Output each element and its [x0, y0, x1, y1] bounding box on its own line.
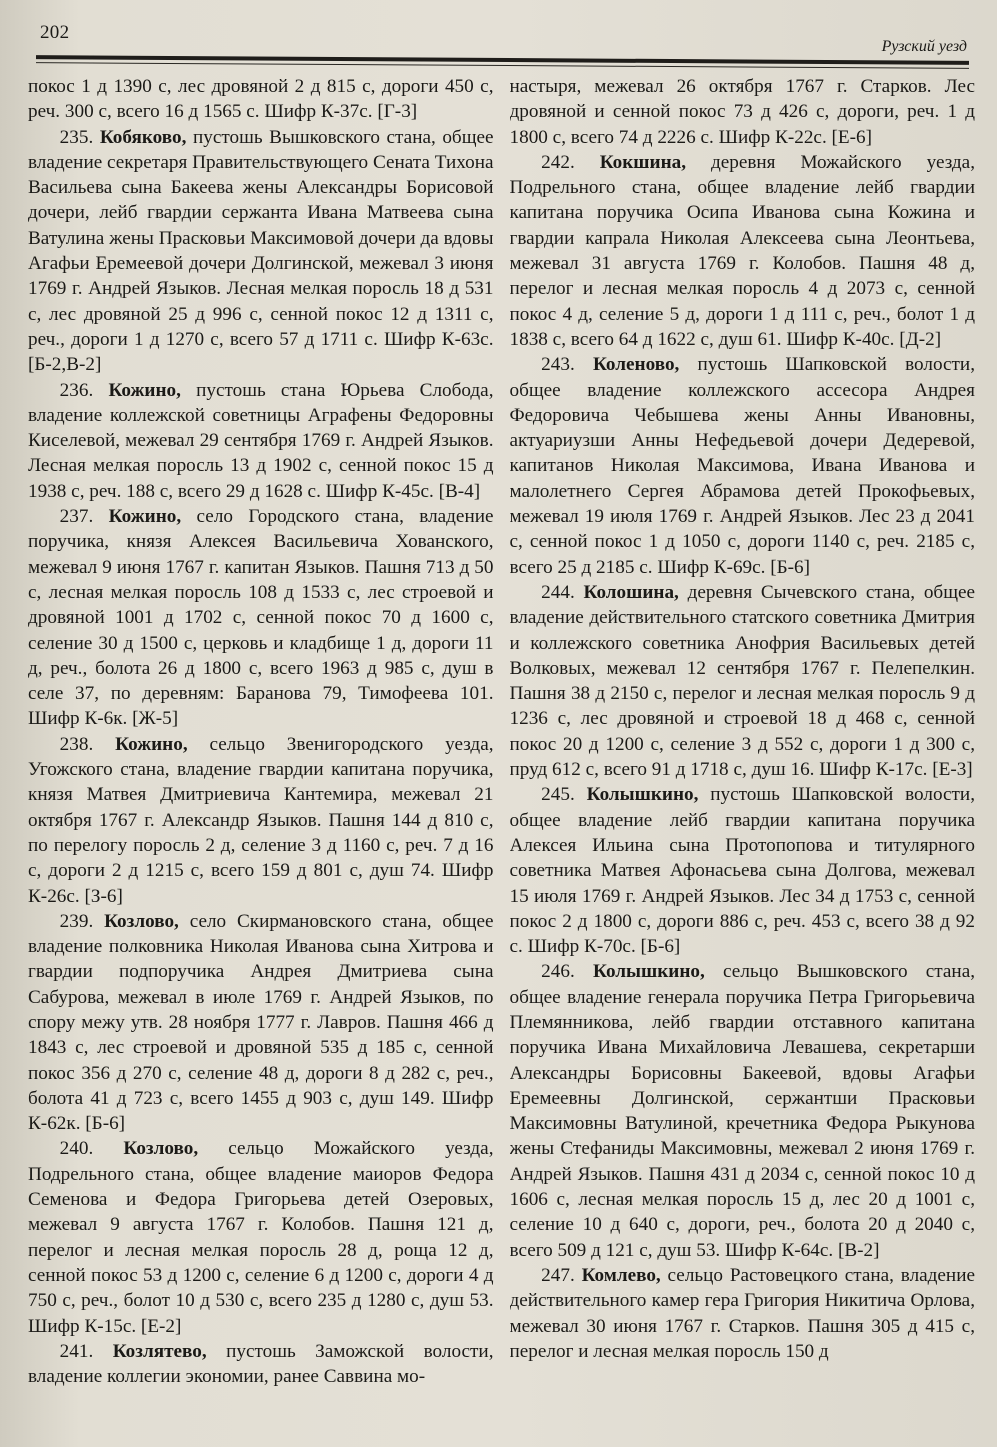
entry-number: 244.: [541, 581, 575, 603]
entry-number: 238.: [59, 733, 94, 755]
entry-text: село Скирмановского стана, общее владение полковника Николая Иванова сына Хитрова и гвардии подпоручика Андрея Дмитриева сына Сабурова, межевал в июле 1769 г. Андрей Языков, по спору межу утв. 28 ноября 1777 г. Лавров. Пашня 466 д 1843 с, лес строевой и дровяной 535 д 185 с, сенной покос 356 д 270 с, селение 48 д, дороги 8 д 282 с, реч., болота 41 д 723 с, всего 1455 д 903 с, душ 149. Шифр К-62к. [Б-6]: [28, 910, 494, 1135]
entry-name: Кожино,: [108, 506, 182, 528]
entry-paragraph: [510, 580, 976, 782]
entry-name: Кожино,: [115, 733, 188, 755]
entry-name: Кокшина,: [599, 151, 687, 173]
entry-paragraph: [28, 378, 494, 504]
entry-text: сельцо Можайского уезда, Подрельного стана, общее владение маиоров Федора Семенова и Федора Григорьева детей Озеровых, межевал 9 августа 1767 г. Колобов. Пашня 121 д, перелог и лесная мелкая поросль 28 д, роща 12 д, сенной покос 53 д 1200 с, селение 6 д 1200 с, дороги 4 д 750 с, реч., болот 10 д 530 с, всего 235 д 1280 с, душ 53. Шифр К-15с. [Е-2]: [28, 1138, 494, 1337]
entry-number: 239.: [59, 910, 94, 932]
left-entries: [28, 125, 494, 1390]
entry-number: 245.: [541, 784, 575, 806]
entry-number: 243.: [541, 354, 575, 376]
entry-number: 237.: [59, 506, 94, 528]
continuation-paragraph: настыря, межевал 26 октября 1767 г. Старков. Лес дровяной и сенной покос 73 д 426 с, дороги, реч. 1 д 1800 с, всего 74 д 2226 с. Шифр К-22с. [Е-6]: [509, 76, 975, 148]
left-column: [28, 74, 494, 1429]
entry-name: Колышкино,: [593, 961, 705, 983]
text-columns: [28, 74, 975, 1429]
right-column: [510, 74, 976, 1429]
entry-text: село Городского стана, владение поручика, князя Алексея Васильевича Хованского, межевал 9 июня 1767 г. капитан Языков. Пашня 713 д 50 с, лесная мелкая поросль 108 д 1533 с, лес строевой и дровяной 1001 д 1702 с, сенной покос 70 д 1600 с, селение 30 д 1500 с, церковь и кладбище 1 д, дороги 11 д, реч., болота 26 д 1800 с, всего 1963 д 985 с, душ в селе 37, по деревням: Баранова 79, Тимофеева 101. Шифр К-6к. [Ж-5]: [28, 506, 494, 730]
entry-name: Козлово,: [123, 1138, 199, 1160]
entry-number: 241.: [59, 1340, 94, 1362]
entry-paragraph: [28, 125, 494, 378]
entry-text: сельцо Звенигородского уезда, Угожского стана, владение гвардии капитана поручика, князя Матвея Дмитриевича Кантемира, межевал 21 октября 1767 г. Александр Языков. Пашня 144 д 810 с, по перелогу поросль 2 д, селение 3 д 1160 с, реч. 7 д 16 с, дороги 2 д 1215 с, всего 159 д 801 с, душ 74. Шифр К-26с. [З-6]: [28, 733, 494, 907]
entry-name: Козлово,: [104, 910, 179, 932]
entry-paragraph: [510, 782, 976, 959]
entry-number: 247.: [541, 1264, 575, 1286]
entry-paragraph: [28, 1136, 494, 1338]
entry-text: пустошь Шапковской волости, общее владение лейб гвардии капитана поручика Алексея Ильина сына Протопопова и титулярного советника Матвея Афонасьева сына Долгова, межевал 15 июля 1769 г. Андрей Языков. Лес 34 д 1753 с, сенной покос 2 д 1800 с, дороги 886 с, реч. 453 с, всего 38 д 92 с. Шифр К-70с. [Б-6]: [509, 784, 975, 958]
entry-number: 236.: [59, 379, 94, 401]
entry-name: Колошина,: [583, 581, 679, 603]
entry-paragraph: [28, 504, 494, 732]
entry-paragraph: [510, 352, 976, 580]
entry-text: пустошь стана Юрьева Слобода, владение коллежской советницы Аграфены Федоровны Киселевой, межевал 29 сентября 1769 г. Андрей Языков. Лесная мелкая поросль 13 д 1902 с, сенной покос 15 д 1938 с, реч. 188 с, всего 29 д 1628 с. Шифр К-45с. [В-4]: [28, 379, 494, 502]
entry-name: Коленово,: [592, 354, 680, 376]
entry-paragraph: [510, 1263, 976, 1364]
entry-name: Кобяково,: [99, 126, 187, 148]
entry-paragraph: [28, 909, 494, 1137]
entry-number: 242.: [541, 151, 575, 173]
entry-number: 240.: [59, 1138, 94, 1160]
entry-text: деревня Сычевского стана, общее владение действительного статского советника Дмитрия и коллежского советника Анофрия Васильевых детей Волковых, межевал 12 сентября 1767 г. Пелепелкин. Пашня 38 д 2150 с, перелог и лесная мелкая поросль 9 д 1236 с, лес дровяной и строевой 18 д 468 с, сенной покос 20 д 1200 с, селение 3 д 552 с, дороги 1 д 300 с, пруд 612 с, всего 91 д 1718 с, душ 16. Шифр К-17с. [Е-3]: [509, 581, 975, 781]
page-number: 202: [40, 22, 70, 43]
entry-text: пустошь Вышковского стана, общее владение секретаря Правительствующего Сената Тихона Васильева сына Бакеева жены Александры Борисовой дочери, лейб гвардии сержанта Ивана Матвеева сына Ватулина жены Прасковьи Максимовой дочери да вдовы Агафьи Еремеевой дочери Долгинской, межевал 3 июня 1769 г. Андрей Языков. Лесная мелкая поросль 18 д 531 с, лес дровяной 25 д 996 с, сенной покос 12 д 1311 с, реч., дороги 1 д 1270 с, всего 57 д 1711 с. Шифр К-63с. [Б-2,В-2]: [28, 126, 494, 376]
entry-name: Колышкино,: [586, 784, 699, 806]
entry-paragraph: [510, 959, 976, 1263]
entry-name: Кожино,: [108, 379, 181, 401]
entry-text: сельцо Вышковского стана, общее владение генерала поручика Петра Григорьевича Племянникова, лейб гвардии отставного капитана поручика Ивана Михайловича Левашева, секретарши Александры Борисовны Бакеевой, вдовы Агафьи Еремеевны Долгинской, сержантши Прасковьи Максимовны Ватулиной, кречетника Федора Рыкунова жены Стефаниды Максимовны, межевал 2 июня 1769 г. Андрей Языков. Пашня 431 д 2034 с, сенной покос 10 д 1606 с, лесная мелкая поросль 15 д, лес 20 д 1001 с, селение 10 д 640 с, дороги, реч., болота 20 д 2040 с, всего 509 д 121 с, душ 53. Шифр К-64с. [В-2]: [509, 961, 975, 1261]
entry-name: Козлятево,: [112, 1340, 207, 1362]
page-header: [38, 22, 969, 56]
continuation-paragraph: покос 1 д 1390 с, лес дровяной 2 д 815 с, дороги 450 с, реч. 300 с, всего 16 д 1565 с. Шифр К-37с. [Г-3]: [28, 76, 494, 123]
entry-name: Комлево,: [581, 1264, 661, 1286]
entry-number: 235.: [59, 126, 94, 148]
right-entries: [510, 150, 976, 1364]
entry-paragraph: [28, 1339, 494, 1390]
entry-text: пустошь Шапковской волости, общее владение коллежского ассесора Андрея Федоровича Чебышева жены Анны Ивановны, актуариузши Анны Нефедьевой дочери Дедеревой, капитанов Николая Максимова, Ивана Иванова и малолетнего Сергея Абрамова детей Прокофьевых, межевал 19 июля 1769 г. Андрей Языков. Лес 23 д 2041 с, сенной покос 1 д 1050 с, дороги 1140 с, реч. 2185 с, всего 25 д 2185 с. Шифр К-69с. [Б-6]: [509, 354, 975, 578]
entry-number: 246.: [541, 961, 575, 983]
running-title: Рузский уезд: [881, 38, 967, 55]
entry-text: сельцо Растовецкого стана, владение действительного камер гера Григория Никитича Орлова, межевал 30 июня 1767 г. Старков. Пашня 305 д 415 с, перелог и лесная мелкая поросль 150 д: [509, 1264, 975, 1362]
entry-text: пустошь Заможской волости, владение коллегии экономии, ранее Саввина мо-: [28, 1340, 494, 1388]
entry-paragraph: [510, 150, 976, 352]
entry-text: деревня Можайского уезда, Подрельного стана, общее владение лейб гвардии капитана поручика Осипа Иванова сына Кожина и гвардии капрала Николая Алексеева сына Леонтьева, межевал 31 августа 1769 г. Колобов. Пашня 48 д, перелог и лесная мелкая поросль 4 д 2073 с, сенной покос 4 д, селение 5 д, дороги 1 д 111 с, реч., болот 1 д 1838 с, всего 64 д 1622 с, душ 61. Шифр К-40с. [Д-2]: [509, 151, 975, 350]
entry-paragraph: [28, 732, 494, 909]
